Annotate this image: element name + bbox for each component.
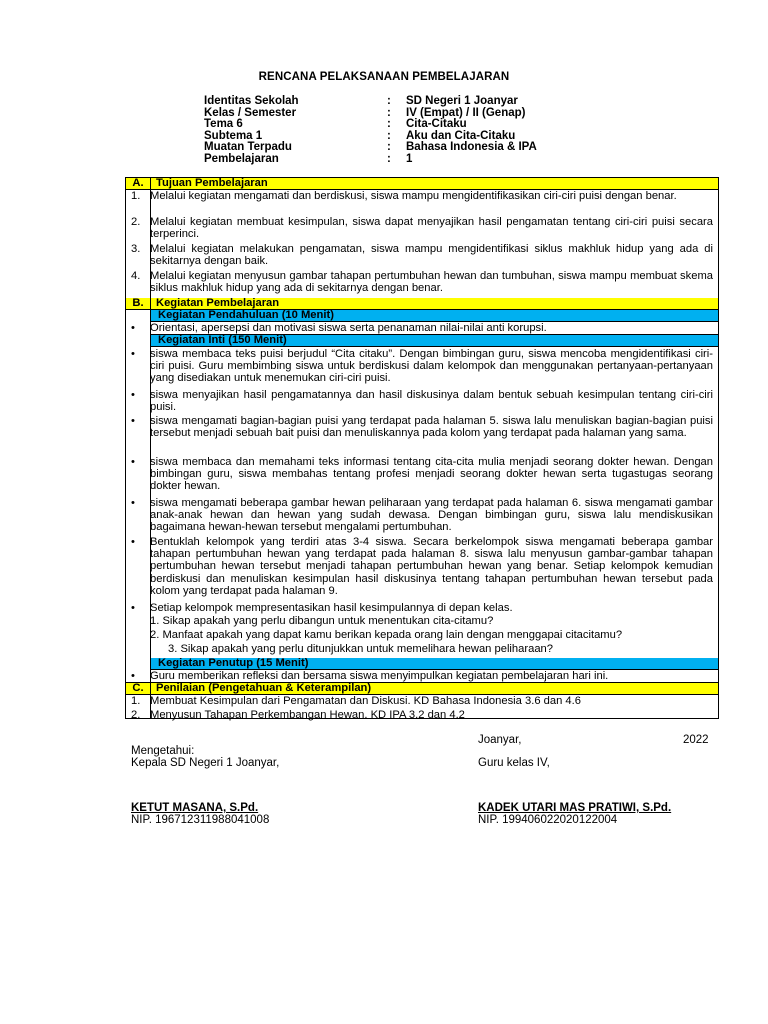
list-item [131,670,713,682]
bullet: • [131,536,135,548]
section-title: Penilaian (Pengetahuan & Keterampilan) [156,682,372,694]
identity-label: Identitas Sekolah [204,95,299,107]
item-number: 3. [131,243,141,255]
identity-label: Muatan Terpadu [204,141,292,154]
section-title: Kegiatan Pembelajaran [156,297,280,309]
bullet: • [131,415,135,427]
teacher-title: Guru kelas IV, [478,757,550,769]
item-text: siswa mengamati beberapa gambar hewan peliharaan yang terdapat pada halaman 6. siswa mengamati gambar anak-anak hewan dan hewan yang sudah dewasa. Dengan bimbingan guru, siswa lalu mendiskusikan bagaimana hewan-hewan tersebut mengalami pertumbuhan. [150,497,713,534]
item-text: Setiap kelompok mempresentasikan hasil kesimpulannya di depan kelas. [150,602,513,614]
section-a-header [126,178,718,190]
list-item [131,536,713,597]
page-title: RENCANA PELAKSANAAN PEMBELAJARAN [258,71,510,83]
section-c-header [126,683,718,695]
identity-value: 1 [406,152,413,165]
bullet: • [131,497,135,509]
principal-title: Kepala SD Negeri 1 Joanyar, [131,757,280,769]
section-letter: A. [126,178,151,189]
identity-label: Tema 6 [204,118,243,131]
teacher-name-text: KADEK UTARI MAS PRATIWI, S.Pd. [478,802,672,814]
subsection-pendahuluan: Kegiatan Pendahuluan (10 Menit) [150,310,718,322]
item-text: Melalui kegiatan menyusun gambar tahapan pertumbuhan hewan dan tumbuhan, siswa mampu membuat skema siklus makhluk hidup yang ada di sekitarnya dengan benar. [150,270,713,295]
list-item [131,602,713,614]
colon: : [387,141,391,154]
list-item [131,497,713,534]
acknowledged-label: Mengetahui: [131,745,195,757]
subsection-inti: Kegiatan Inti (150 Menit) [150,335,718,347]
item-text: Bentuklah kelompok yang terdiri atas 3-4 siswa. Secara berkelompok siswa mengamati beberapa gambar tahapan pertumbuhan hewan yang terdapat pada halaman 8. siswa lalu menyusun gambar-gambar tahapan pertumbuhan hewan tersebut menjadi tahapan pertumbuhan hewan yang benar. Setiap kelompok kemudian berdiskusi dan menuliskan kesimpulan hasil diskusinya tentang tahapan pertumbuhan hewan tersebut pada kolom yang terdapat pada halaman 9. [150,536,713,597]
colon: : [387,152,391,165]
section-letter: B. [126,298,151,309]
item-text: Melalui kegiatan melakukan pengamatan, siswa mampu mengidentifikasi siklus makhluk hidup yang ada di sekitarnya dengan baik. [150,243,713,268]
item-text: Melalui kegiatan mengamati dan berdiskusi, siswa mampu mengidentifikasikan ciri-ciri puisi dengan benar. [150,190,677,202]
item-number: 1. [131,695,141,707]
question-item: 2. Manfaat apakah yang dapat kamu berikan kepada orang lain dengan menggapai citacitamu? [150,629,623,641]
list-item [131,190,713,202]
place-label: Joanyar, [478,734,522,746]
item-text: siswa menyajikan hasil pengamatannya dan hasil diskusinya dalam bentuk sebuah kesimpulan tentang ciri-ciri puisi. [150,389,713,414]
bullet: • [131,348,135,360]
list-item [131,243,713,267]
principal-nip: NIP. 196712311988041008 [131,814,270,826]
item-text: Guru memberikan refleksi dan bersama siswa menyimpulkan kegiatan pembelajaran hari ini. [150,670,609,682]
identity-label: Subtema 1 [204,129,263,142]
colon: : [387,118,391,131]
bullet: • [131,322,135,334]
year-label: 2022 [683,734,709,746]
colon: : [387,95,391,107]
principal-name-text: KETUT MASANA, S.Pd. [131,802,259,814]
list-item [131,456,713,493]
list-item [131,348,713,385]
bullet: • [131,389,135,401]
list-item [131,270,713,294]
item-text: Melalui kegiatan membuat kesimpulan, siswa dapat menyajikan hasil pengamatan tentang ciri-ciri puisi secara terperinci. [150,216,713,241]
item-number: 2. [131,216,141,228]
identity-value: SD Negeri 1 Joanyar [406,95,518,107]
item-number: 1. [131,190,141,202]
item-text: Membuat Kesimpulan dari Pengamatan dan Diskusi. KD Bahasa Indonesia 3.6 dan 4.6 [150,695,581,707]
identity-label: Pembelajaran [204,152,279,165]
item-text: siswa membaca teks puisi berjudul “Cita citaku”. Dengan bimbingan guru, siswa mencoba mengidentifikasi ciri-ciri puisi. Guru membimbing siswa untuk berdiskusi dalam kelompok dan menggunakan pertanyaan-pertanyaan yang disediakan untuk menemukan ciri-ciri puisi. [150,348,713,385]
identity-value: Bahasa Indonesia & IPA [406,141,537,154]
item-number: 2. [131,709,141,721]
item-text: siswa membaca dan memahami teks informasi tentang cita-cita mulia menjadi seorang dokter hewan. Dengan bimbingan guru, siswa membahas tentang profesi menjadi seorang dokter hewan serta tugastugas seorang dokter hewan. [150,456,713,493]
bullet: • [131,456,135,468]
identity-value: IV (Empat) / II (Genap) [406,106,526,119]
list-item [131,322,713,334]
identity-value: Aku dan Cita-Citaku [406,129,516,142]
item-number: 4. [131,270,141,282]
bullet: • [131,670,135,682]
item-text: Menyusun Tahapan Perkembangan Hewan. KD IPA 3.2 dan 4.2 [150,709,465,721]
subsection-penutup: Kegiatan Penutup (15 Menit) [150,658,718,670]
list-item [131,709,713,721]
question-item: 1. Sikap apakah yang perlu dibangun untuk menentukan cita-citamu? [150,615,494,627]
list-item [131,216,713,240]
list-item [131,389,713,413]
section-letter: C. [126,683,151,694]
teacher-nip: NIP. 199406022020122004 [478,814,618,826]
teacher-name [478,802,671,814]
list-item [131,695,713,707]
identity-value: Cita-Citaku [406,118,467,131]
bullet: • [131,602,135,614]
principal-name [131,802,258,814]
section-title: Tujuan Pembelajaran [156,177,268,189]
identity-label: Kelas / Semester [204,106,297,119]
item-text: Orientasi, apersepsi dan motivasi siswa serta penanaman nilai-nilai anti korupsi. [150,322,547,334]
list-item [131,415,713,439]
colon: : [387,106,391,119]
item-text: siswa mengamati bagian-bagian puisi yang terdapat pada halaman 5. siswa lalu menuliskan bagian-bagian puisi tersebut menjadi sebuah bait puisi dan menuliskannya pada kolom yang terdapat pada halaman yang sama. [150,415,713,440]
colon: : [387,129,391,142]
question-item: 3. Sikap apakah yang perlu ditunjukkan untuk memelihara hewan peliharaan? [168,643,553,655]
